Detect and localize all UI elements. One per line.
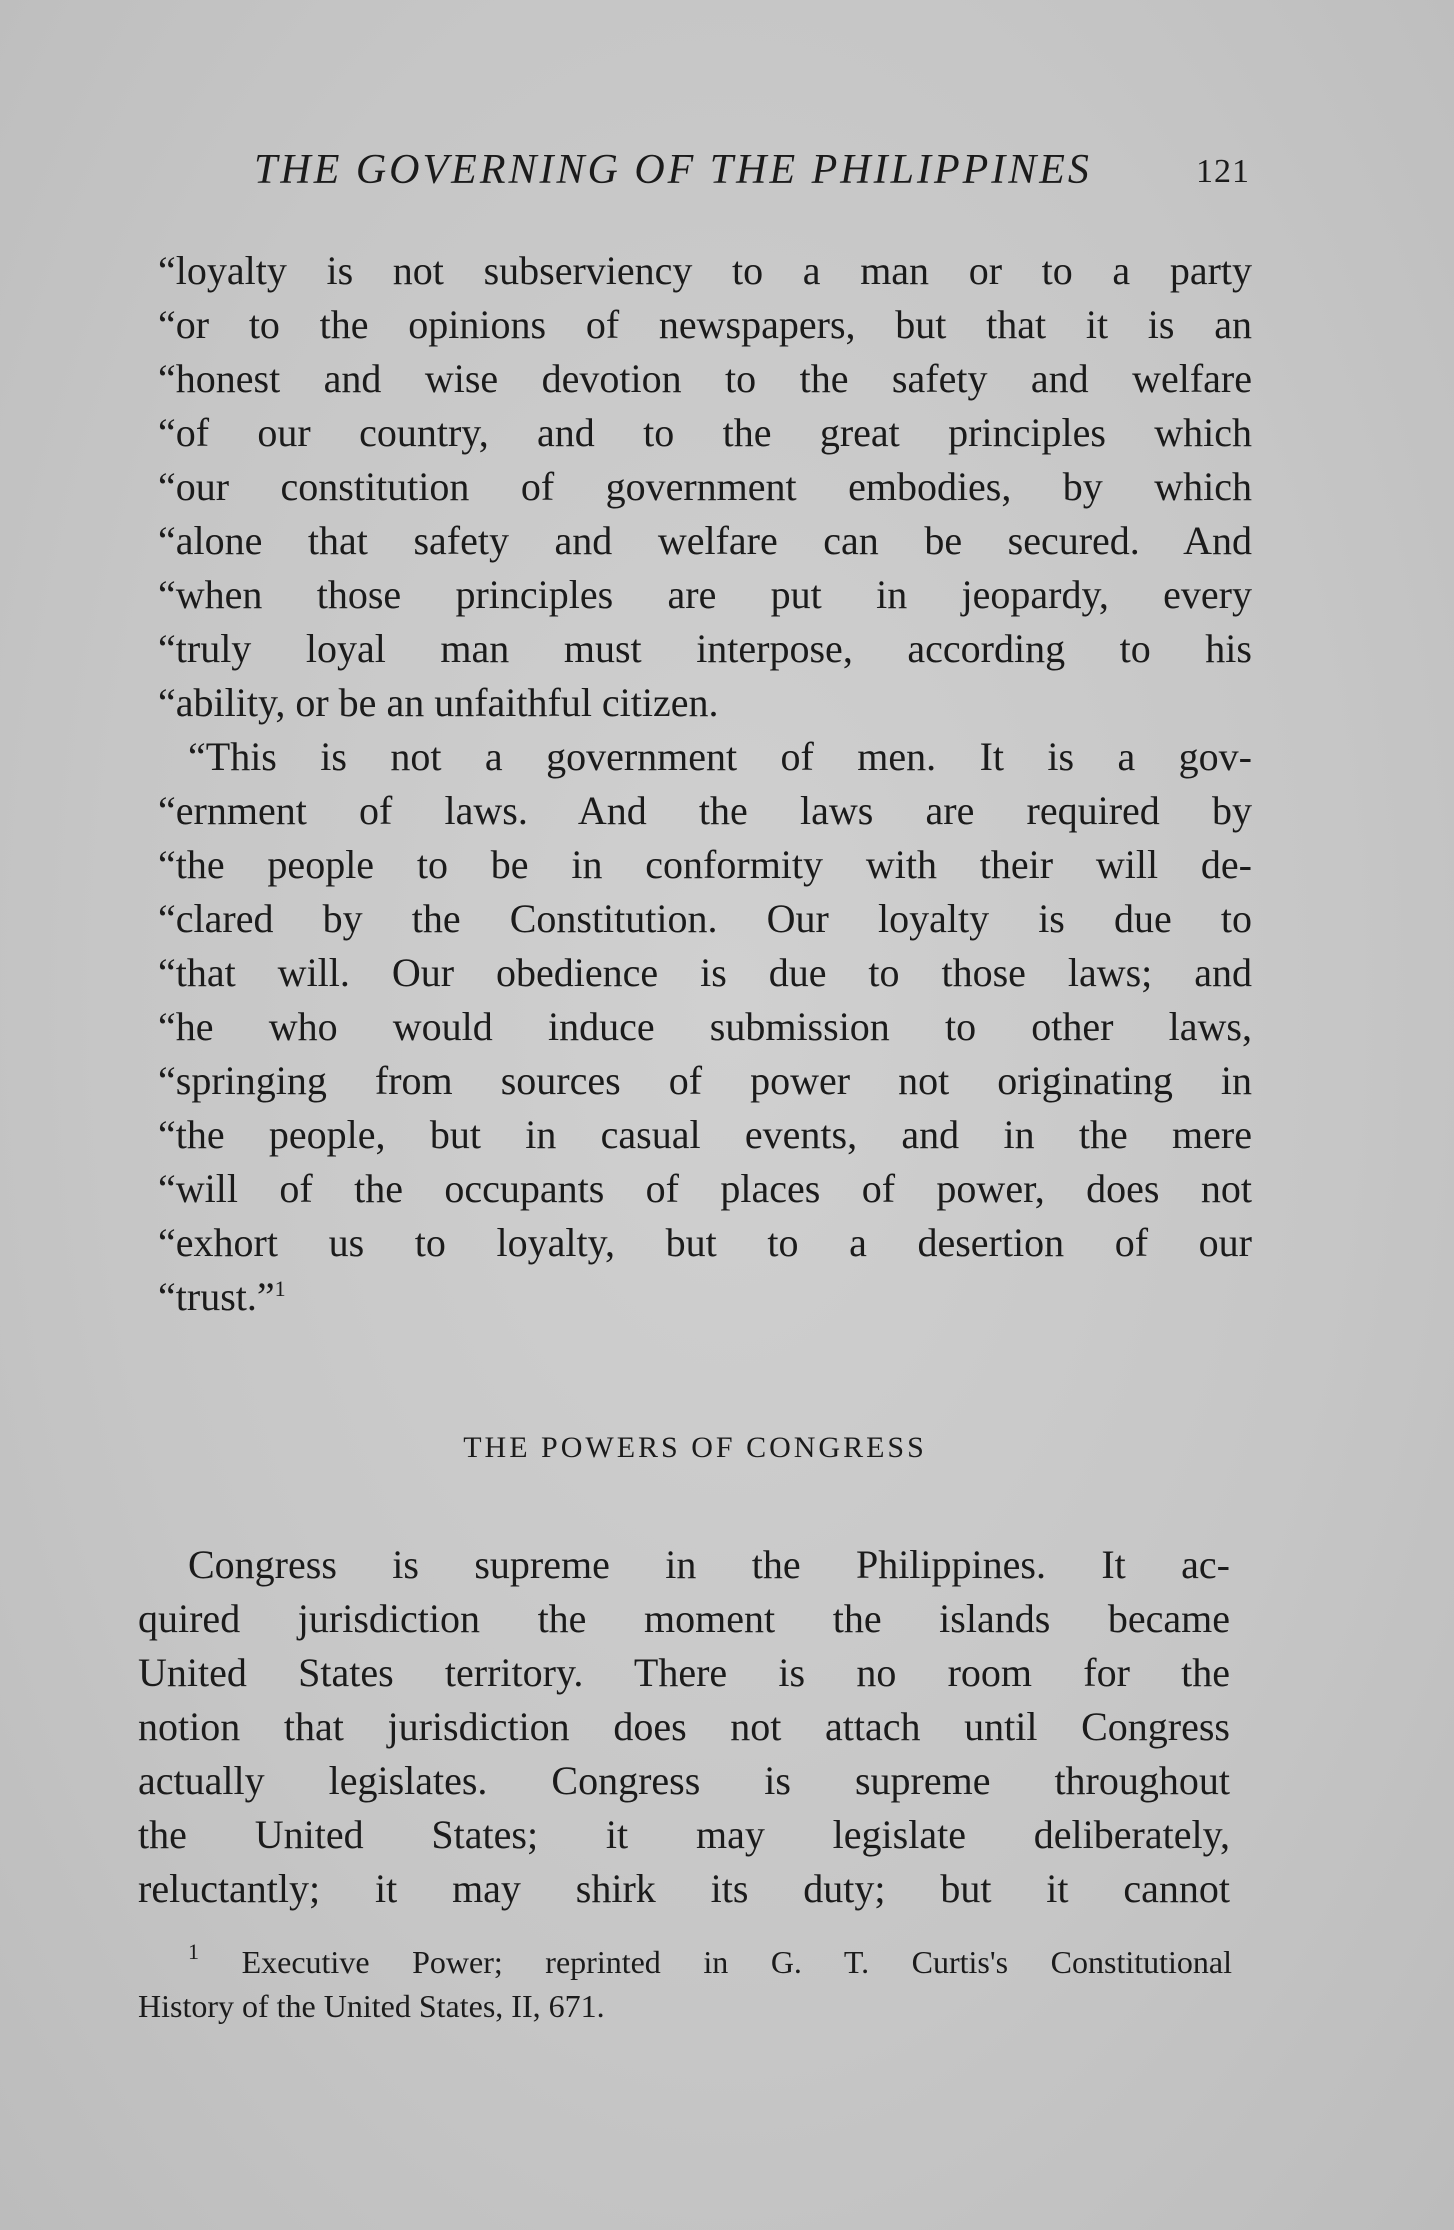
quote-line-final-text: “trust.” — [158, 1274, 275, 1319]
quote-line: “clared by the Constitution. Our loyalty is due to — [158, 896, 1252, 941]
quote-line: “loyalty is not subserviency to a man or to a party — [158, 248, 1252, 293]
footnote-marker: 1 — [188, 1939, 199, 1964]
quote-line: “ability, or be an unfaithful citizen. — [158, 680, 719, 725]
quote-line: “of our country, and to the great principles which — [158, 410, 1252, 455]
quote-line: “honest and wise devotion to the safety and welfare — [158, 356, 1252, 401]
section-heading: THE POWERS OF CONGRESS — [463, 1431, 927, 1464]
quote-line: “our constitution of government embodies, by which — [158, 464, 1252, 509]
quote-line: “alone that safety and welfare can be secured. And — [158, 518, 1252, 563]
quote-line: “the people to be in conformity with their will de- — [158, 842, 1252, 887]
footnote-line — [188, 1940, 1232, 1984]
body-line: notion that jurisdiction does not attach until Congress — [138, 1704, 1230, 1749]
quote-line: “springing from sources of power not originating in — [158, 1058, 1252, 1103]
quote-line: “will of the occupants of places of power, does not — [158, 1166, 1252, 1211]
quote-line: “the people, but in casual events, and in the mere — [158, 1112, 1252, 1157]
body-line: United States territory. There is no room for the — [138, 1650, 1230, 1695]
quote-line: “ernment of laws. And the laws are required by — [158, 788, 1252, 833]
running-head — [254, 142, 1254, 198]
footnote-reference: 1 — [274, 1276, 286, 1301]
quote-line-final — [158, 1270, 1252, 1324]
quote-line: “that will. Our obedience is due to those laws; and — [158, 950, 1252, 995]
quote-line: “truly loyal man must interpose, according to his — [158, 626, 1252, 671]
body-line: quired jurisdiction the moment the islands became — [138, 1596, 1230, 1641]
body-line: actually legislates. Congress is supreme throughout — [138, 1758, 1230, 1803]
running-head-title: THE GOVERNING OF THE PHILIPPINES — [254, 147, 1092, 193]
quote-line: “exhort us to loyalty, but to a desertion of our — [158, 1220, 1252, 1265]
page-number: 121 — [1196, 153, 1250, 190]
footnote-line: History of the United States, II, 671. — [138, 1988, 605, 2024]
quote-line: “This is not a government of men. It is a gov- — [188, 734, 1252, 779]
quote-line: “or to the opinions of newspapers, but that it is an — [158, 302, 1252, 347]
footnote-text-1: Executive Power; reprinted in G. T. Curtis's Constitutional — [241, 1944, 1233, 1980]
body-line: reluctantly; it may shirk its duty; but it cannot — [138, 1866, 1230, 1911]
quote-line: “when those principles are put in jeopardy, every — [158, 572, 1252, 617]
body-line: Congress is supreme in the Philippines. It ac- — [188, 1542, 1230, 1587]
body-line: the United States; it may legislate deliberately, — [138, 1812, 1230, 1857]
quote-line: “he who would induce submission to other laws, — [158, 1004, 1252, 1049]
